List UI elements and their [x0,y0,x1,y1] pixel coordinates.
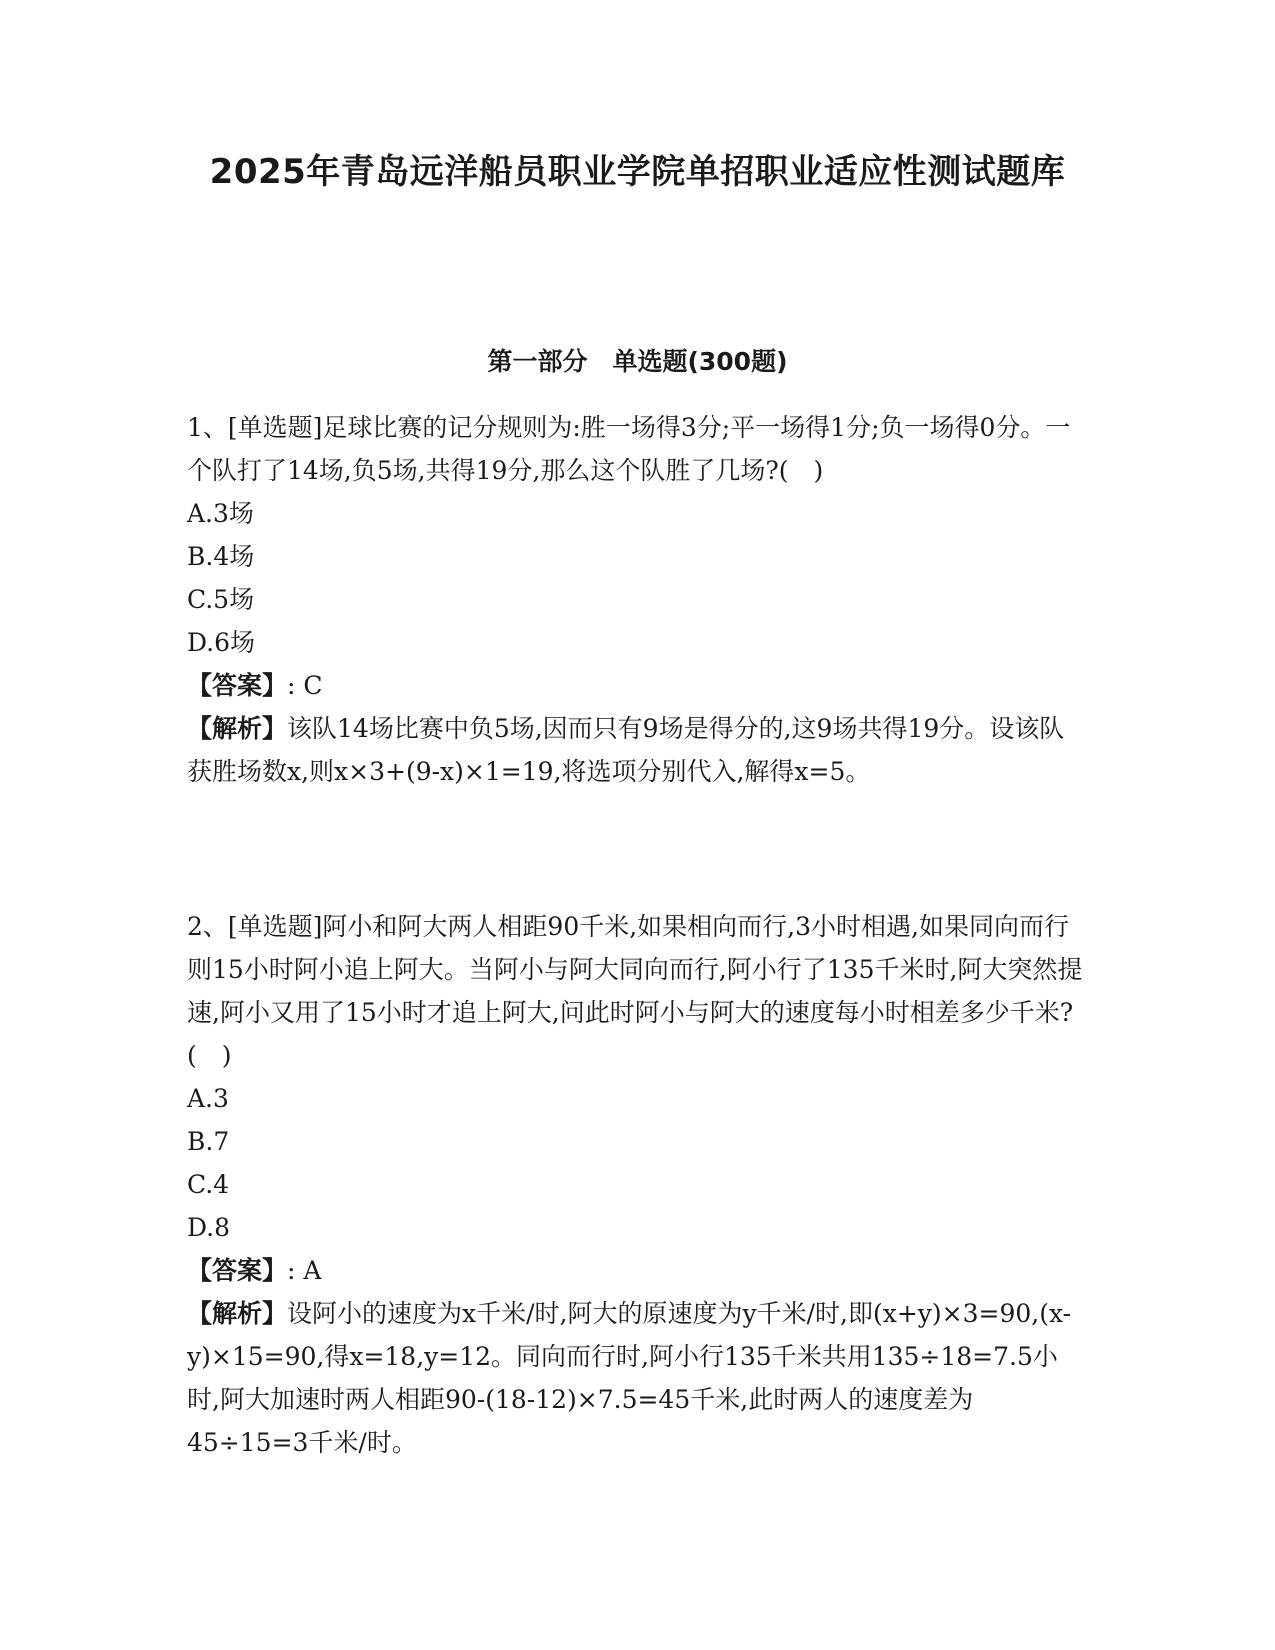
answer-value: : C [287,671,323,700]
question-2-options [187,1077,1087,1249]
document-title: 2025年青岛远洋船员职业学院单招职业适应性测试题库 [209,152,1066,192]
question-1-option-d: D.6场 [187,628,256,657]
question-2-answer [187,1249,1087,1292]
question-2-option-d: D.8 [187,1213,231,1242]
answer-label: 【答案】 [187,671,288,700]
question-2-analysis [187,1292,1087,1464]
analysis-label: 【解析】 [187,714,288,743]
question-2 [187,905,1087,1464]
question-1 [187,406,1087,793]
question-1-option-c: C.5场 [187,585,255,614]
question-2-option-b: B.7 [187,1127,230,1156]
question-1-stem: 1、[单选题]足球比赛的记分规则为:胜一场得3分;平一场得1分;负一场得0分。一个队打了14场,负5场,共得19分,那么这个队胜了几场?( ) [187,413,1071,485]
analysis-text: 该队14场比赛中负5场,因而只有9场是得分的,这9场共得19分。设该队获胜场数x,则x×3+(9-x)×1=19,将选项分别代入,解得x=5。 [187,714,1065,786]
analysis-text: 设阿小的速度为x千米/时,阿大的原速度为y千米/时,即(x+y)×3=90,(x-y)×15=90,得x=18,y=12。同向而行时,阿小行135千米共用135÷18=7.5小时,阿大加速时两人相距90-(18-12)×7.5=45千米,此时两人的速度差为45÷15=3千米/时。 [187,1299,1072,1457]
question-2-stem: 2、[单选题]阿小和阿大两人相距90千米,如果相向而行,3小时相遇,如果同向而行则15小时阿小追上阿大。当阿小与阿大同向而行,阿小行了135千米时,阿大突然提速,阿小又用了15小时才追上阿大,问此时阿小与阿大的速度每小时相差多少千米?( ) [187,912,1083,1070]
question-1-option-a: A.3场 [187,499,254,528]
question-2-option-a: A.3 [187,1084,229,1113]
analysis-label: 【解析】 [187,1299,288,1328]
question-2-option-c: C.4 [187,1170,230,1199]
answer-label: 【答案】 [187,1256,288,1285]
section-title: 第一部分 单选题(300题) [487,347,788,376]
question-1-options [187,492,1087,664]
question-1-answer [187,664,1087,707]
question-1-analysis [187,707,1087,793]
question-1-option-b: B.4场 [187,542,255,571]
answer-value: : A [287,1256,322,1285]
